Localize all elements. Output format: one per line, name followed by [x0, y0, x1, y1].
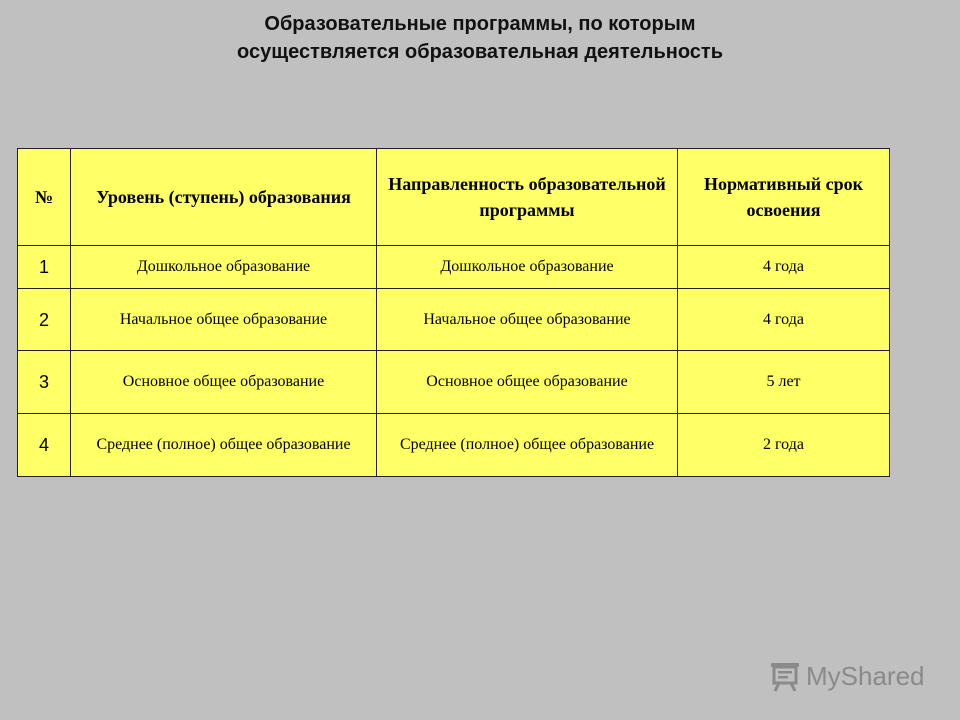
row-direction: Дошкольное образование [377, 246, 678, 289]
row-number: 3 [18, 351, 71, 414]
row-direction: Основное общее образование [377, 351, 678, 414]
slide-title-line-1: Образовательные программы, по которым [264, 13, 696, 35]
row-term: 4 года [678, 289, 890, 351]
myshared-watermark [768, 656, 925, 696]
table-row [18, 351, 890, 414]
table-row [18, 246, 890, 289]
header-term: Нормативный срок освоения [678, 149, 890, 246]
watermark-text: MyShared [806, 660, 925, 691]
row-term: 5 лет [678, 351, 890, 414]
header-number: № [18, 149, 71, 246]
row-direction: Начальное общее образование [377, 289, 678, 351]
header-level: Уровень (ступень) образования [71, 149, 377, 246]
table-row [18, 289, 890, 351]
table-row [18, 414, 890, 477]
row-number: 2 [18, 289, 71, 351]
row-level: Начальное общее образование [71, 289, 377, 351]
header-direction: Направленность образовательной программы [377, 149, 678, 246]
row-number: 4 [18, 414, 71, 477]
row-direction: Среднее (полное) общее образование [377, 414, 678, 477]
presentation-board-icon [768, 659, 802, 693]
slide-title [0, 10, 960, 66]
slide-title-line-2: осуществляется образовательная деятельность [237, 41, 723, 63]
row-level: Среднее (полное) общее образование [71, 414, 377, 477]
row-term: 4 года [678, 246, 890, 289]
programs-table [17, 148, 890, 477]
row-level: Дошкольное образование [71, 246, 377, 289]
table-header-row [18, 149, 890, 246]
row-number: 1 [18, 246, 71, 289]
row-level: Основное общее образование [71, 351, 377, 414]
row-term: 2 года [678, 414, 890, 477]
